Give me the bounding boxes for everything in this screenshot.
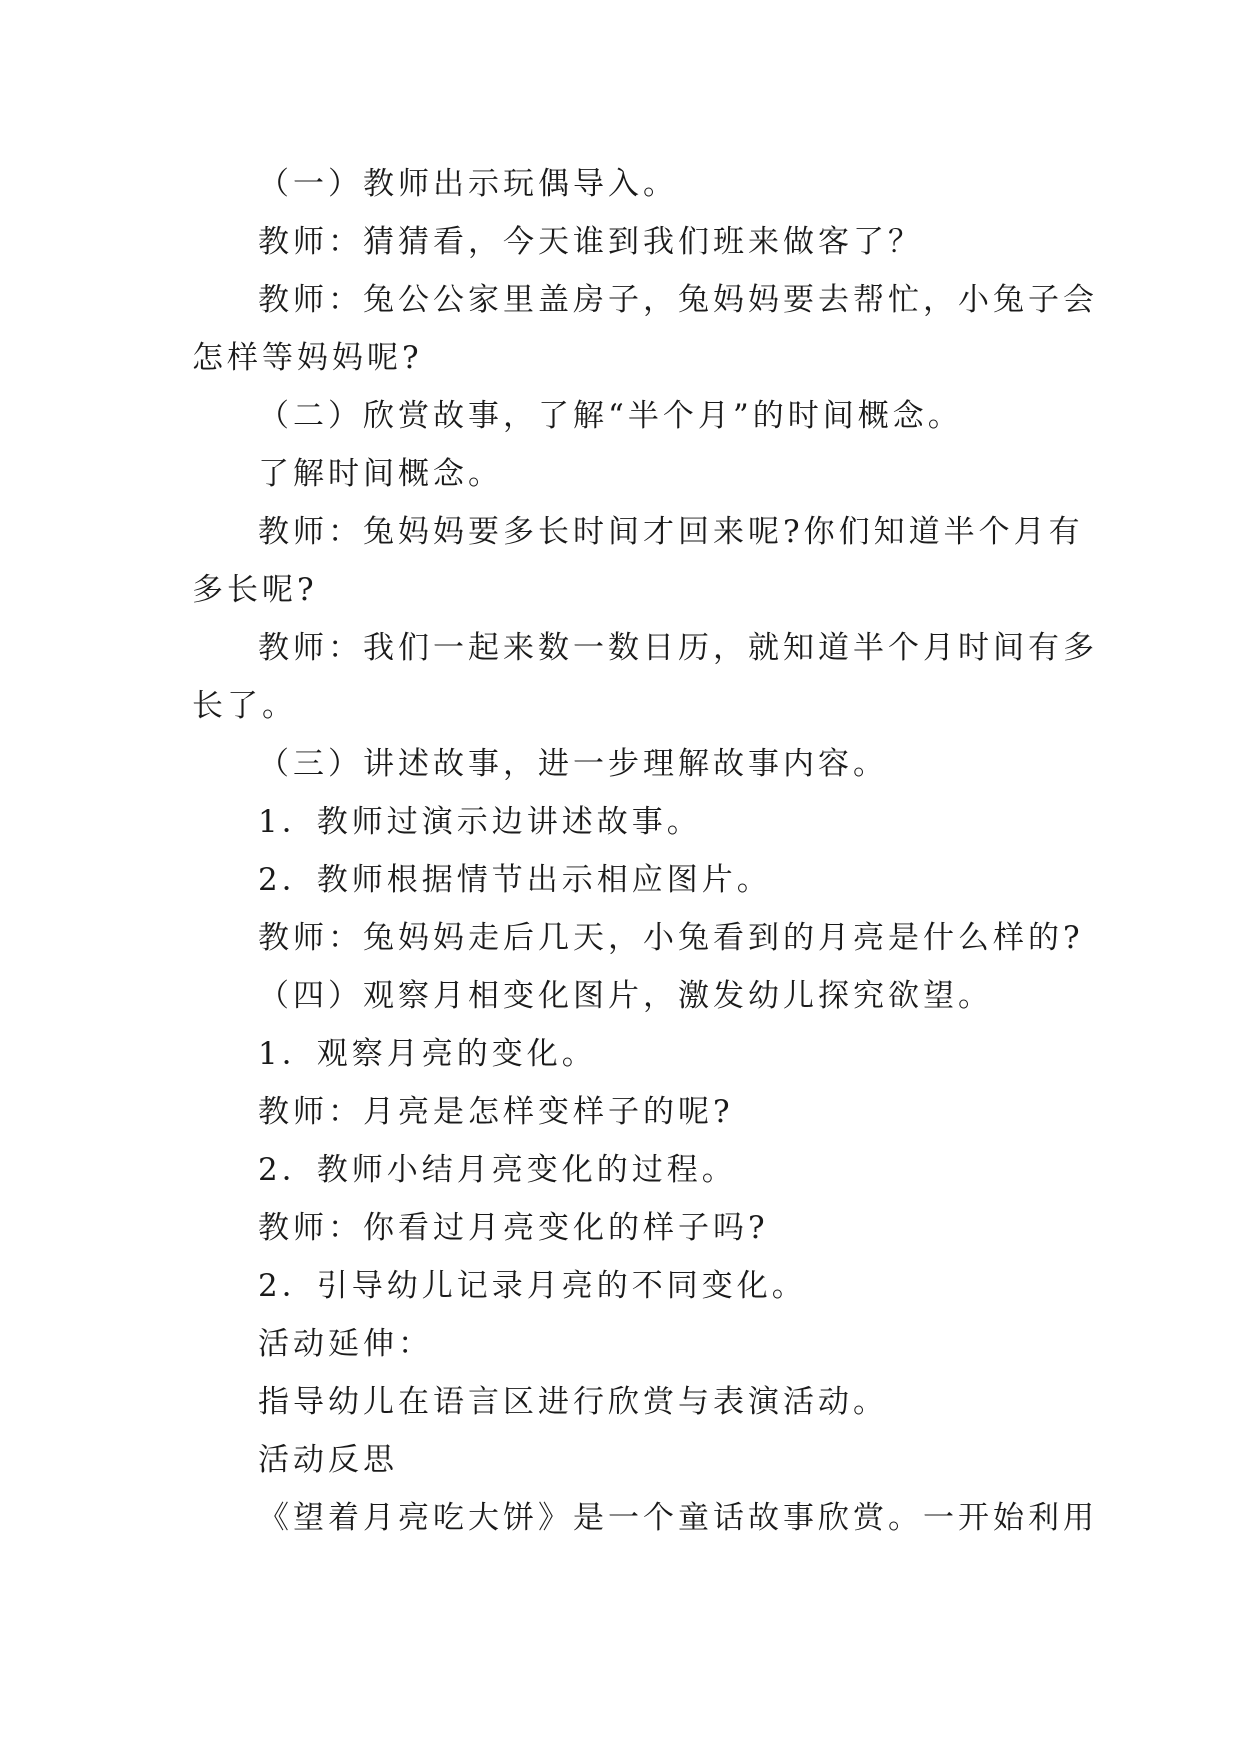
paragraph-time-concept: 了解时间概念。: [258, 456, 503, 492]
activity-extension-text: 指导幼儿在语言区进行欣赏与表演活动。: [258, 1384, 888, 1420]
teacher-line-moon-change: 教师：月亮是怎样变样子的呢?: [258, 1094, 734, 1130]
teacher-line-seen-moon: 教师：你看过月亮变化的样子吗?: [258, 1210, 769, 1246]
teacher-line-how-long-cont: 多长呢?: [192, 572, 318, 608]
list-item-3-1: 1．教师过演示边讲述故事。: [258, 804, 702, 840]
teacher-line-calendar: 教师：我们一起来数一数日历，就知道半个月时间有多: [258, 630, 1098, 666]
list-item-4-2: 2．教师小结月亮变化的过程。: [258, 1152, 737, 1188]
teacher-line-moon-shape: 教师：兔妈妈走后几天，小兔看到的月亮是什么样的?: [258, 920, 1084, 956]
activity-extension-heading: 活动延伸：: [258, 1326, 433, 1362]
section-heading-2: （二）欣赏故事，了解“半个月”的时间概念。: [258, 398, 963, 434]
section-heading-3: （三）讲述故事，进一步理解故事内容。: [258, 746, 888, 782]
activity-reflection-text: 《望着月亮吃大饼》是一个童话故事欣赏。一开始利用: [258, 1500, 1098, 1536]
teacher-line-calendar-cont: 长了。: [192, 688, 297, 724]
section-heading-1: （一）教师出示玩偶导入。: [258, 166, 678, 202]
teacher-line-how-long: 教师：兔妈妈要多长时间才回来呢?你们知道半个月有: [258, 514, 1084, 550]
teacher-line-house-cont: 怎样等妈妈呢?: [192, 340, 423, 376]
list-item-4-3: 2．引导幼儿记录月亮的不同变化。: [258, 1268, 807, 1304]
section-heading-4: （四）观察月相变化图片，激发幼儿探究欲望。: [258, 978, 993, 1014]
teacher-line-house: 教师：兔公公家里盖房子，兔妈妈要去帮忙，小兔子会: [258, 282, 1098, 318]
list-item-4-1: 1．观察月亮的变化。: [258, 1036, 597, 1072]
teacher-line-guess: 教师：猜猜看，今天谁到我们班来做客了？: [258, 224, 923, 260]
list-item-3-2: 2．教师根据情节出示相应图片。: [258, 862, 772, 898]
activity-reflection-heading: 活动反思: [258, 1442, 398, 1478]
